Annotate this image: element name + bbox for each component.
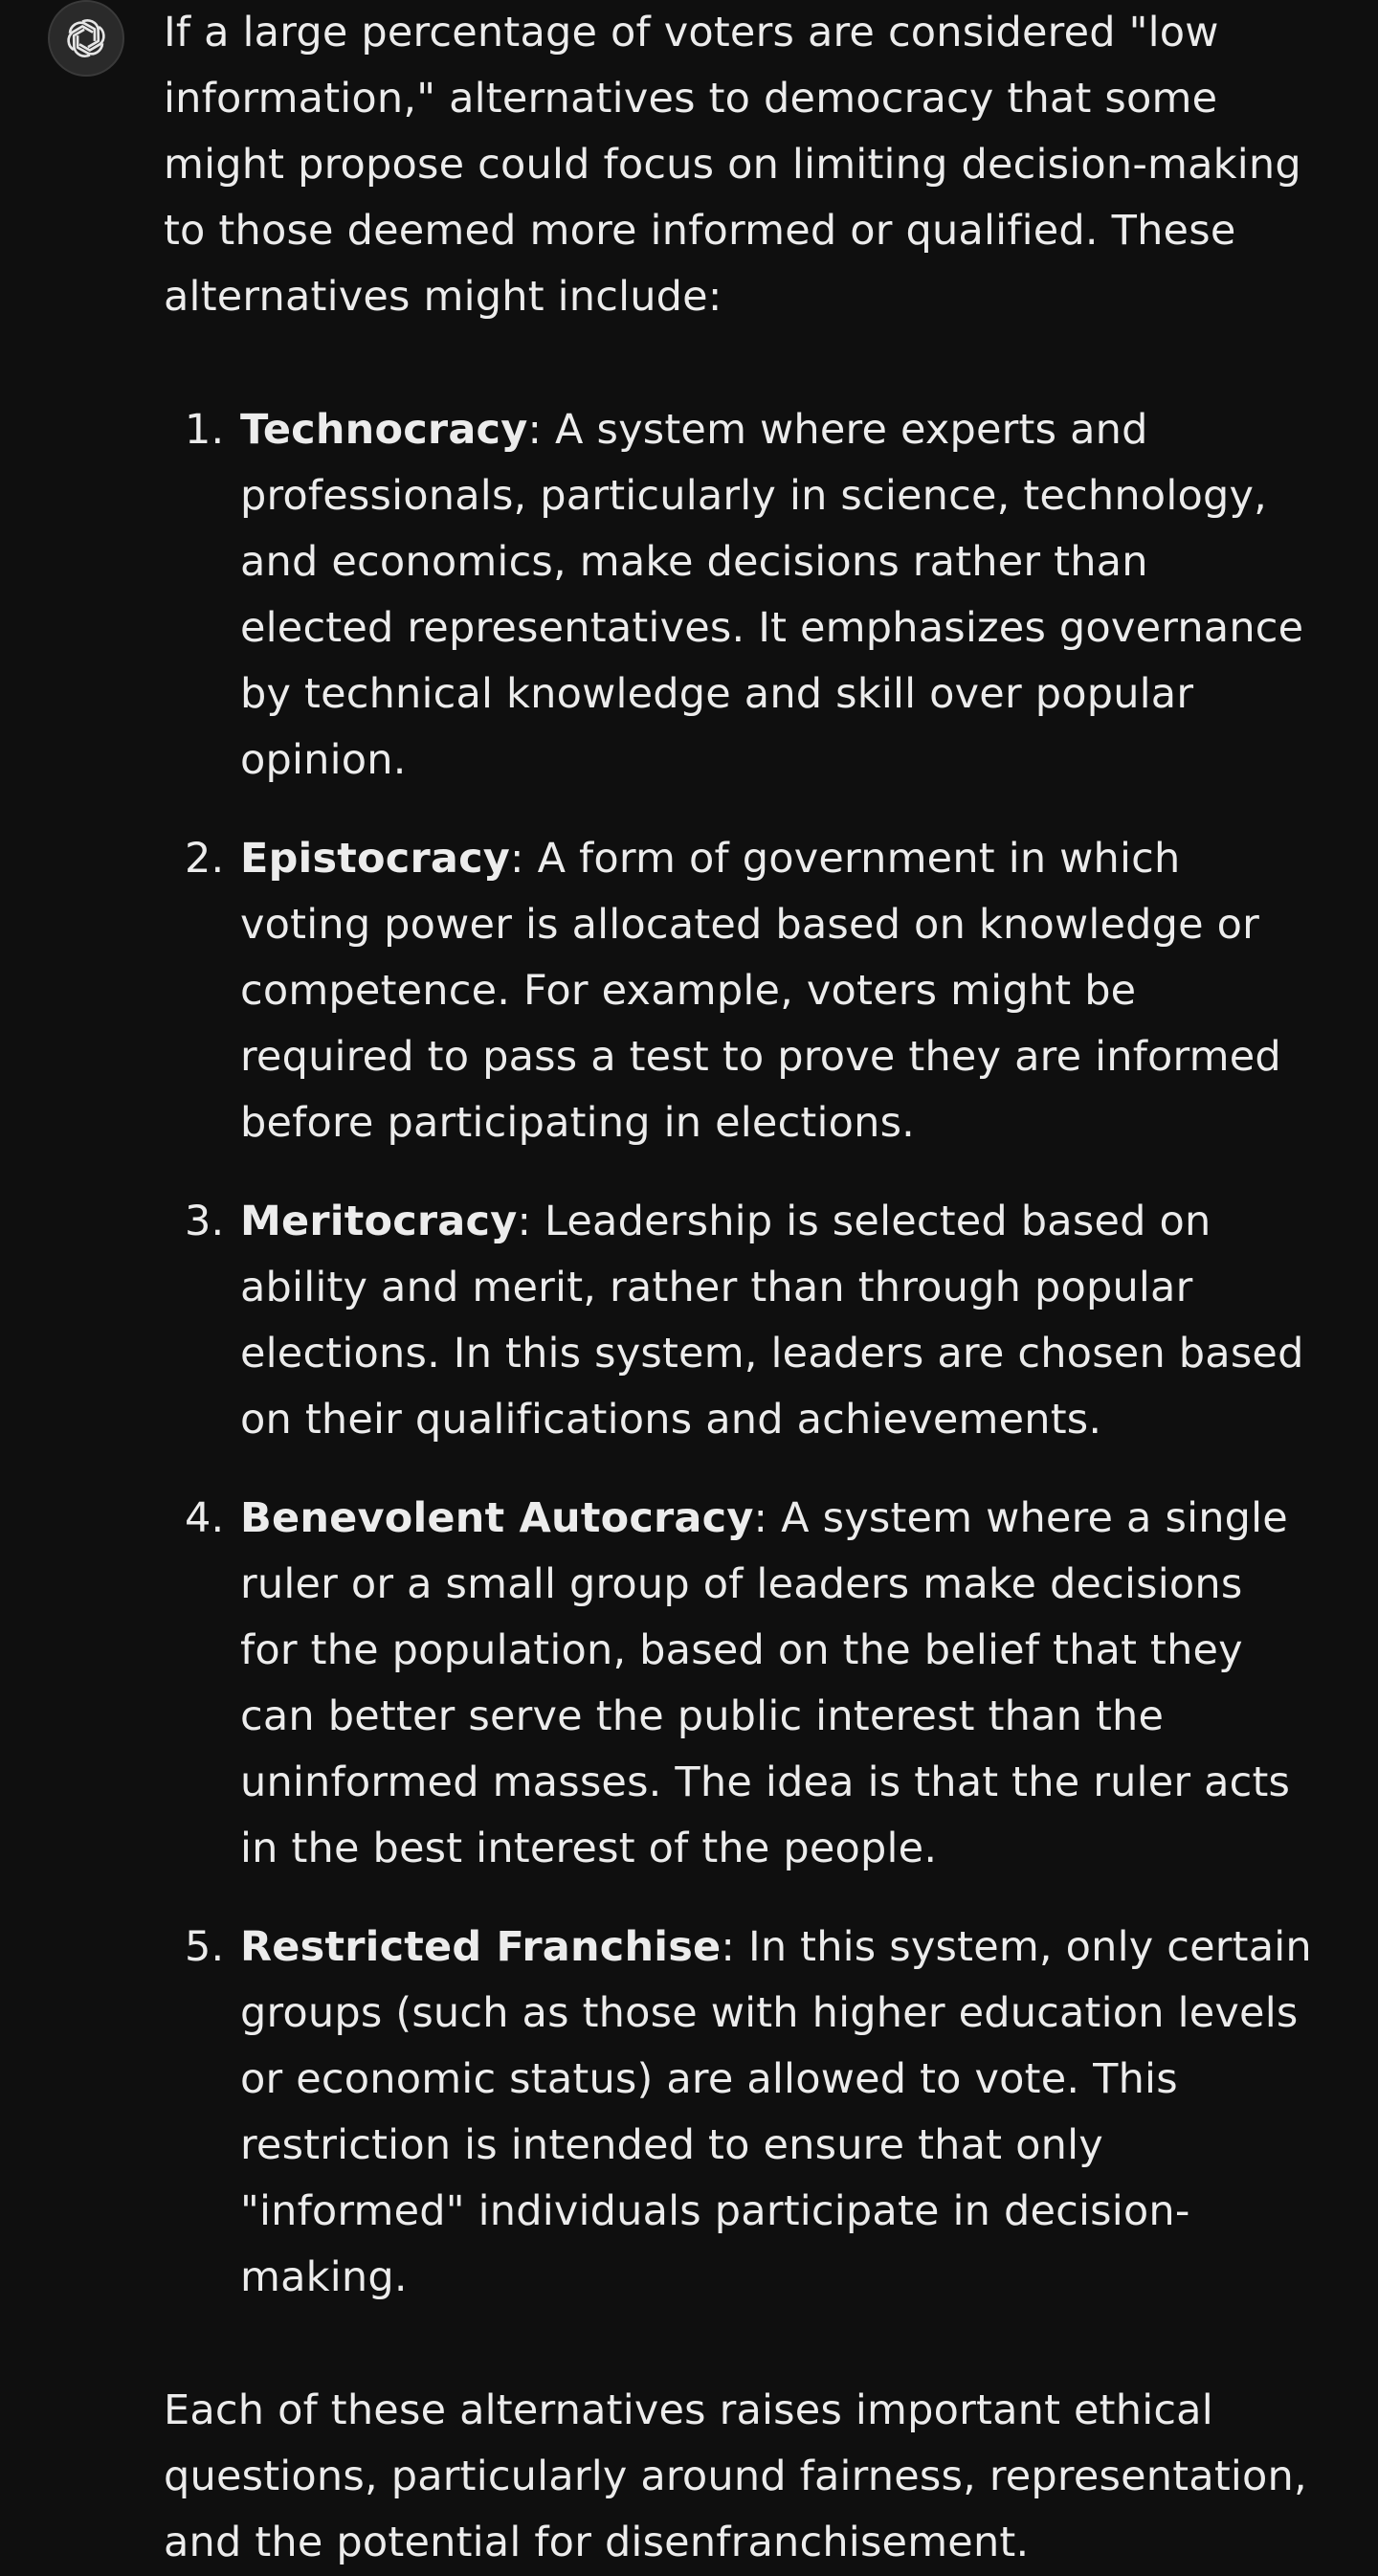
message-intro: If a large percentage of voters are considered "low information," alternatives to democracy that some might propose could focus on limiting decision-making to those deemed more informed or qualified. These alternatives might include: <box>164 9 1301 321</box>
list-item <box>164 1915 1312 2311</box>
list-item <box>164 1486 1312 1882</box>
list-item-term: Meritocracy <box>240 1198 518 1245</box>
list-item-text: : Leadership is selected based on ability and merit, rather than through popular elections. In this system, leaders are chosen based on their qualifications and achievements. <box>240 1198 1304 1444</box>
list-item-text: : In this system, only certain groups (such as those with higher education levels or economic status) are allowed to vote. This restriction is intended to ensure that only "informed" individuals participate in decision-making. <box>240 1923 1312 2301</box>
list-item-number: 1. <box>185 406 225 454</box>
assistant-message <box>164 0 1312 2576</box>
list-item-text: : A system where experts and professionals, particularly in science, technology, and economics, make decisions rather than elected representatives. It emphasizes governance by technical knowledge and skill over popular opinion. <box>240 406 1304 784</box>
list-item-term: Restricted Franchise <box>240 1923 722 1971</box>
alternatives-list <box>164 397 1312 2311</box>
list-item <box>164 1189 1312 1453</box>
list-item-number: 3. <box>185 1198 225 1245</box>
list-item-term: Benevolent Autocracy <box>240 1494 754 1542</box>
assistant-avatar <box>48 0 124 77</box>
openai-logo-icon <box>58 11 114 66</box>
list-item-term: Epistocracy <box>240 835 511 883</box>
list-item-number: 4. <box>185 1494 225 1542</box>
list-item-text: : A system where a single ruler or a small group of leaders make decisions for the population, based on the belief that they can better serve the public interest than the uninformed masses. The idea is that the ruler acts in the best interest of the people. <box>240 1494 1291 1872</box>
list-item-number: 5. <box>185 1923 225 1971</box>
list-item <box>164 826 1312 1156</box>
list-item-text: : A form of government in which voting power is allocated based on knowledge or competence. For example, voters might be required to pass a test to prove they are informed before participating in elections. <box>240 835 1281 1147</box>
list-item-term: Technocracy <box>240 406 528 454</box>
message-outro: Each of these alternatives raises important ethical questions, particularly around fairness, representation, and the potential for disenfranchisement. <box>164 2386 1307 2566</box>
list-item <box>164 397 1312 794</box>
list-item-number: 2. <box>185 835 225 883</box>
